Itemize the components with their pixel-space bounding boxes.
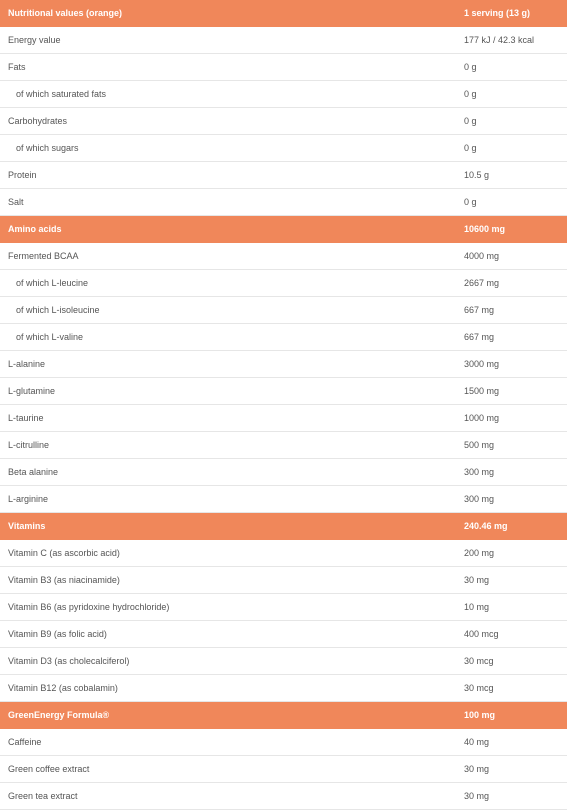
nutrient-value: 30 mcg [456, 675, 567, 702]
table-row [0, 243, 567, 270]
section-header-row [0, 0, 567, 27]
table-row [0, 675, 567, 702]
nutrient-value: 3000 mg [456, 351, 567, 378]
nutrient-value: 30 mcg [456, 648, 567, 675]
table-row [0, 432, 567, 459]
table-row [0, 108, 567, 135]
nutrient-label: Carbohydrates [0, 108, 456, 135]
table-row [0, 756, 567, 783]
nutrient-value: 10 mg [456, 594, 567, 621]
table-row [0, 135, 567, 162]
section-title: Vitamins [0, 513, 456, 540]
section-amount: 10600 mg [456, 216, 567, 243]
table-row [0, 270, 567, 297]
section-header-row [0, 513, 567, 540]
nutrient-value: 667 mg [456, 324, 567, 351]
nutrient-label: Fats [0, 54, 456, 81]
table-row [0, 297, 567, 324]
nutrient-label: Vitamin C (as ascorbic acid) [0, 540, 456, 567]
nutrient-value: 500 mg [456, 432, 567, 459]
nutrient-label: Vitamin B6 (as pyridoxine hydrochloride) [0, 594, 456, 621]
nutrient-label: Green tea extract [0, 783, 456, 810]
nutrient-value: 177 kJ / 42.3 kcal [456, 27, 567, 54]
nutrient-value: 1000 mg [456, 405, 567, 432]
nutrient-label: L-glutamine [0, 378, 456, 405]
nutrient-label: L-citrulline [0, 432, 456, 459]
nutrient-value: 40 mg [456, 729, 567, 756]
table-row [0, 486, 567, 513]
nutrient-value: 1500 mg [456, 378, 567, 405]
nutrient-label: Vitamin B12 (as cobalamin) [0, 675, 456, 702]
nutrient-value: 0 g [456, 189, 567, 216]
nutrient-label: Salt [0, 189, 456, 216]
nutrient-value: 30 mg [456, 756, 567, 783]
nutrient-label: Vitamin D3 (as cholecalciferol) [0, 648, 456, 675]
table-row [0, 648, 567, 675]
table-row [0, 459, 567, 486]
nutrient-value: 4000 mg [456, 243, 567, 270]
nutrient-label: of which sugars [0, 135, 456, 162]
table-row [0, 378, 567, 405]
nutrient-value: 0 g [456, 135, 567, 162]
section-amount: 240.46 mg [456, 513, 567, 540]
nutrient-label: Protein [0, 162, 456, 189]
nutrient-label: L-alanine [0, 351, 456, 378]
nutrient-label: Beta alanine [0, 459, 456, 486]
nutrient-label: of which L-isoleucine [0, 297, 456, 324]
nutrient-value: 0 g [456, 108, 567, 135]
table-row [0, 405, 567, 432]
table-row [0, 324, 567, 351]
nutrient-label: of which saturated fats [0, 81, 456, 108]
table-row [0, 729, 567, 756]
nutrient-value: 30 mg [456, 783, 567, 810]
nutrient-label: L-arginine [0, 486, 456, 513]
nutrient-value: 2667 mg [456, 270, 567, 297]
table-row [0, 54, 567, 81]
section-header-row [0, 216, 567, 243]
nutrient-label: Fermented BCAA [0, 243, 456, 270]
nutrient-value: 667 mg [456, 297, 567, 324]
nutrient-value: 200 mg [456, 540, 567, 567]
section-amount: 100 mg [456, 702, 567, 729]
nutrient-label: Caffeine [0, 729, 456, 756]
section-title: Nutritional values (orange) [0, 0, 456, 27]
table-row [0, 162, 567, 189]
section-title: GreenEnergy Formula® [0, 702, 456, 729]
section-header-row [0, 702, 567, 729]
nutrient-value: 30 mg [456, 567, 567, 594]
nutrient-label: of which L-valine [0, 324, 456, 351]
nutrient-label: Energy value [0, 27, 456, 54]
nutrient-value: 300 mg [456, 459, 567, 486]
nutrient-label: L-taurine [0, 405, 456, 432]
table-row [0, 540, 567, 567]
table-row [0, 351, 567, 378]
nutrient-value: 0 g [456, 81, 567, 108]
nutrient-label: Vitamin B3 (as niacinamide) [0, 567, 456, 594]
nutrient-value: 0 g [456, 54, 567, 81]
nutrient-value: 10.5 g [456, 162, 567, 189]
section-amount: 1 serving (13 g) [456, 0, 567, 27]
nutrient-value: 300 mg [456, 486, 567, 513]
nutrient-label: Green coffee extract [0, 756, 456, 783]
table-row [0, 621, 567, 648]
nutrient-value: 400 mcg [456, 621, 567, 648]
nutrient-label: of which L-leucine [0, 270, 456, 297]
table-row [0, 189, 567, 216]
section-title: Amino acids [0, 216, 456, 243]
nutrient-label: Vitamin B9 (as folic acid) [0, 621, 456, 648]
table-row [0, 783, 567, 810]
table-row [0, 27, 567, 54]
table-row [0, 567, 567, 594]
table-row [0, 594, 567, 621]
table-row [0, 81, 567, 108]
